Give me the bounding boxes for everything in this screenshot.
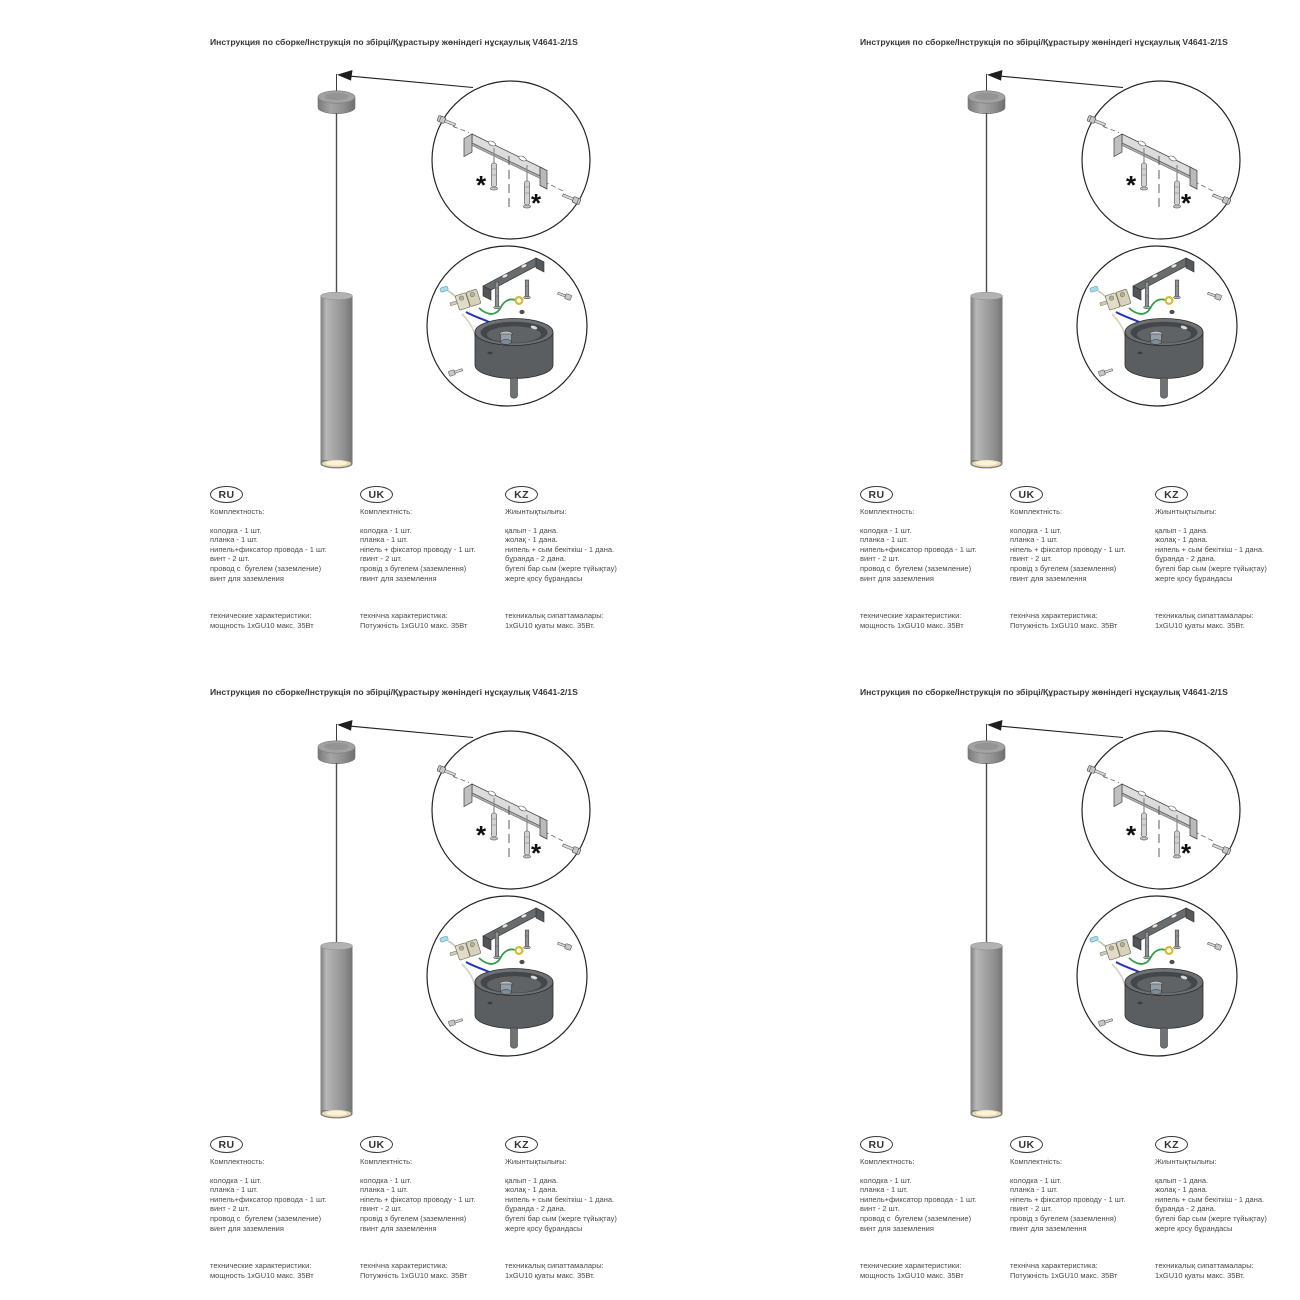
canopy-top-inner [325, 93, 349, 100]
tech-specs [1010, 611, 1118, 631]
language-code: UK [1018, 1139, 1035, 1151]
parts-list [210, 1176, 358, 1234]
tech-specs [1010, 1261, 1118, 1281]
leader-arrow [987, 70, 1123, 88]
parts-item: нипель + сым бекіткіш - 1 дана. [505, 544, 615, 554]
specs-value: Потужність 1xGU10 макс. 35Вт [360, 621, 468, 630]
specs-label: техникалық сипаттамалары: [505, 1261, 604, 1270]
parts-item: бұранда - 2 дана. [1155, 1204, 1216, 1214]
parts-item: бугелі бар сым (жерге түйықтау) [505, 1213, 617, 1223]
tube-top [321, 292, 353, 300]
specs-value: мощность 1xGU10 макс. 35Вт [860, 1271, 964, 1280]
parts-item: жерге қосу бұрандасы [1155, 1223, 1233, 1233]
lang-section-uk [1010, 1136, 1158, 1280]
detail-circle-wiring [1077, 896, 1237, 1056]
parts-item: винт для заземления [860, 1223, 934, 1233]
canopy-top-inner [975, 93, 999, 100]
asterisk-marker: * [531, 838, 542, 868]
parts-item: винт - 2 шт. [860, 554, 900, 564]
language-code: KZ [1164, 1139, 1179, 1151]
parts-item: бұранда - 2 дана. [505, 1204, 566, 1214]
pendant-lamp-figure [968, 74, 1005, 468]
pendant-lamp-figure [318, 724, 355, 1118]
parts-item: қалып - 1 дана. [505, 1175, 559, 1185]
lang-section-uk [360, 1136, 508, 1280]
asterisk-marker: * [1181, 838, 1192, 868]
parts-item: планка - 1 шт. [360, 535, 408, 545]
parts-item: қалып - 1 дана. [505, 525, 559, 535]
tech-specs [860, 611, 964, 631]
parts-item: қалып - 1 дана. [1155, 1175, 1209, 1185]
parts-item: провод с бугелем (заземление) [210, 1213, 322, 1223]
parts-heading: Комплектность: [860, 507, 915, 516]
lamp-tube [971, 296, 1003, 464]
instruction-sheet [650, 650, 1300, 1300]
parts-item: колодка - 1 шт. [360, 1175, 412, 1185]
specs-label: технічна характеристика: [1010, 611, 1098, 620]
parts-list [1010, 1176, 1158, 1234]
parts-item: колодка - 1 шт. [210, 1175, 262, 1185]
cord-stub [511, 1028, 518, 1048]
parts-item: планка - 1 шт. [360, 1185, 408, 1195]
parts-list [360, 526, 508, 584]
canopy-top-inner [975, 743, 999, 750]
parts-item: гвинт - 2 шт. [1010, 1204, 1053, 1214]
nut [1169, 960, 1174, 964]
sheet-title: Инструкция по сборке/Інструкція по збірці/Құрастыру жөніндегі нұсқаулық V4641-2/1S [860, 37, 1228, 47]
specs-label: техникалық сипаттамалары: [505, 611, 604, 620]
parts-heading: Комплектность: [860, 1157, 915, 1166]
specs-value: мощность 1xGU10 макс. 35Вт [210, 1271, 314, 1280]
parts-item: ніпель + фіксатор проводу - 1 шт. [360, 1194, 476, 1204]
parts-item: жерге қосу бұрандасы [505, 1223, 583, 1233]
parts-item: колодка - 1 шт. [860, 525, 912, 535]
leader-arrow [987, 720, 1123, 738]
nut [519, 310, 524, 314]
detail-circle-wiring [1077, 246, 1237, 406]
parts-item: провід з бугелем (заземлення) [1010, 1213, 1117, 1223]
asterisk-marker: * [476, 170, 487, 200]
parts-item: гвинт для заземлення [1010, 1223, 1087, 1233]
parts-item: бугелі бар сым (жерге түйықтау) [1155, 563, 1267, 573]
language-badge-kz [505, 486, 538, 503]
specs-label: технические характеристики: [210, 611, 312, 620]
parts-item: планка - 1 шт. [1010, 535, 1058, 545]
asterisk-marker: * [1126, 170, 1137, 200]
parts-list [1010, 526, 1158, 584]
instruction-sheet [650, 0, 1300, 650]
specs-value: 1xGU10 қуаты макс. 35Вт. [505, 1271, 595, 1280]
parts-item: бұранда - 2 дана. [1155, 554, 1216, 564]
cord-stub [1161, 378, 1168, 398]
parts-item: винт для заземления [210, 1223, 284, 1233]
cup-side-hole [487, 1002, 492, 1005]
detail-circle-mounting [432, 731, 590, 889]
cord-stub [511, 378, 518, 398]
lamp-light-center [976, 461, 997, 466]
lang-section-ru [860, 1136, 1008, 1280]
parts-list [1155, 1176, 1300, 1234]
lamp-light-center [326, 461, 347, 466]
tech-specs [860, 1261, 964, 1281]
parts-item: планка - 1 шт. [860, 1185, 908, 1195]
detail-circle-wiring [427, 896, 587, 1056]
specs-label: технические характеристики: [210, 1261, 312, 1270]
parts-item: планка - 1 шт. [210, 535, 258, 545]
specs-label: технические характеристики: [860, 611, 962, 620]
asterisk-marker: * [531, 188, 542, 218]
language-badge-uk [1010, 1136, 1043, 1153]
asterisk-marker: * [1126, 820, 1137, 850]
specs-label: технические характеристики: [860, 1261, 962, 1270]
specs-value: Потужність 1xGU10 макс. 35Вт [1010, 1271, 1118, 1280]
tube-top [971, 942, 1003, 950]
specs-value: Потужність 1xGU10 макс. 35Вт [1010, 621, 1118, 630]
parts-item: колодка - 1 шт. [1010, 525, 1062, 535]
lamp-tube [971, 946, 1003, 1114]
parts-heading: Жиынтықтылығы: [1155, 1157, 1217, 1166]
lamp-light-center [976, 1111, 997, 1116]
lang-section-kz [1155, 1136, 1300, 1280]
lamp-tube [321, 296, 353, 464]
language-badge-uk [1010, 486, 1043, 503]
detail-circle-mounting [1082, 81, 1240, 239]
parts-list [1155, 526, 1300, 584]
language-code: RU [218, 1139, 235, 1151]
language-badge-uk [360, 486, 393, 503]
parts-heading: Жиынтықтылығы: [505, 1157, 567, 1166]
parts-item: бұранда - 2 дана. [505, 554, 566, 564]
specs-value: мощность 1xGU10 макс. 35Вт [860, 621, 964, 630]
tech-specs [210, 611, 314, 631]
cord-gland-nut [501, 340, 512, 345]
language-code: RU [868, 1139, 885, 1151]
pendant-lamp-figure [318, 74, 355, 468]
parts-heading: Комплектність: [1010, 1157, 1063, 1166]
parts-item: провод с бугелем (заземление) [860, 563, 972, 573]
parts-list [860, 1176, 1008, 1234]
parts-item: қалып - 1 дана. [1155, 525, 1209, 535]
tube-top [971, 292, 1003, 300]
cup-side-hole [1137, 1002, 1142, 1005]
specs-label: технічна характеристика: [360, 611, 448, 620]
parts-item: нипель+фиксатор провода - 1 шт. [860, 544, 977, 554]
language-code: KZ [1164, 489, 1179, 501]
parts-item: планка - 1 шт. [210, 1185, 258, 1195]
tech-specs [1155, 1261, 1254, 1281]
parts-item: жолақ - 1 дана. [505, 1185, 558, 1195]
language-badge-ru [860, 1136, 893, 1153]
parts-heading: Комплектність: [360, 507, 413, 516]
lang-section-kz [1155, 486, 1300, 630]
asterisk-marker: * [1181, 188, 1192, 218]
parts-list [505, 526, 650, 584]
parts-item: провід з бугелем (заземлення) [360, 1213, 467, 1223]
asterisk-marker: * [476, 820, 487, 850]
parts-list [360, 1176, 508, 1234]
specs-value: мощность 1xGU10 макс. 35Вт [210, 621, 314, 630]
leader-arrow [337, 720, 473, 738]
parts-item: винт - 2 шт. [210, 554, 250, 564]
arrowhead [987, 70, 1003, 81]
lang-section-ru [210, 486, 358, 630]
nut [1169, 310, 1174, 314]
language-badge-ru [210, 486, 243, 503]
parts-item: гвинт - 2 шт. [1010, 554, 1053, 564]
parts-item: ніпель + фіксатор проводу - 1 шт. [1010, 544, 1126, 554]
parts-heading: Жиынтықтылығы: [1155, 507, 1217, 516]
arrowhead [337, 720, 353, 731]
parts-item: провод с бугелем (заземление) [210, 563, 322, 573]
tech-specs [360, 1261, 468, 1281]
cup-side-hole [487, 352, 492, 355]
parts-item: провід з бугелем (заземлення) [1010, 563, 1117, 573]
language-badge-ru [860, 486, 893, 503]
leader-arrow [337, 70, 473, 88]
parts-list [210, 526, 358, 584]
nut [519, 960, 524, 964]
tech-specs [210, 1261, 314, 1281]
language-code: UK [368, 489, 385, 501]
tech-specs [1155, 611, 1254, 631]
parts-item: ніпель + фіксатор проводу - 1 шт. [1010, 1194, 1126, 1204]
language-badge-ru [210, 1136, 243, 1153]
parts-item: нипель+фиксатор провода - 1 шт. [210, 544, 327, 554]
parts-heading: Комплектность: [210, 1157, 265, 1166]
parts-item: жерге қосу бұрандасы [1155, 573, 1233, 583]
parts-heading: Комплектность: [210, 507, 265, 516]
lamp-tube [321, 946, 353, 1114]
parts-item: винт для заземления [210, 573, 284, 583]
cord-stub [1161, 1028, 1168, 1048]
parts-item: жерге қосу бұрандасы [505, 573, 583, 583]
specs-label: технічна характеристика: [1010, 1261, 1098, 1270]
tech-specs [360, 611, 468, 631]
cup-side-hole [1137, 352, 1142, 355]
parts-item: жолақ - 1 дана. [1155, 535, 1208, 545]
sheet-title: Инструкция по сборке/Інструкція по збірці/Құрастыру жөніндегі нұсқаулық V4641-2/1S [860, 687, 1228, 697]
parts-item: гвинт - 2 шт. [360, 1204, 403, 1214]
detail-circle-mounting [1082, 731, 1240, 889]
lamp-light-center [326, 1111, 347, 1116]
parts-item: жолақ - 1 дана. [505, 535, 558, 545]
tech-specs [505, 611, 604, 631]
parts-item: гвинт для заземлення [360, 573, 437, 583]
parts-item: планка - 1 шт. [1010, 1185, 1058, 1195]
tech-specs [505, 1261, 604, 1281]
parts-item: жолақ - 1 дана. [1155, 1185, 1208, 1195]
lang-section-kz [505, 1136, 650, 1280]
cord-gland-nut [1151, 990, 1162, 995]
detail-circle-wiring [427, 246, 587, 406]
specs-value: 1xGU10 қуаты макс. 35Вт. [1155, 1271, 1245, 1280]
parts-item: колодка - 1 шт. [860, 1175, 912, 1185]
arrowhead [987, 720, 1003, 731]
parts-item: нипель+фиксатор провода - 1 шт. [860, 1194, 977, 1204]
specs-value: 1xGU10 қуаты макс. 35Вт. [505, 621, 595, 630]
parts-item: гвинт для заземлення [1010, 573, 1087, 583]
pendant-lamp-figure [968, 724, 1005, 1118]
lang-section-uk [1010, 486, 1158, 630]
language-code: RU [218, 489, 235, 501]
parts-item: винт для заземления [860, 573, 934, 583]
parts-item: бугелі бар сым (жерге түйықтау) [1155, 1213, 1267, 1223]
parts-heading: Комплектність: [360, 1157, 413, 1166]
sheet-title: Инструкция по сборке/Інструкція по збірці/Құрастыру жөніндегі нұсқаулық V4641-2/1S [210, 687, 578, 697]
lang-section-kz [505, 486, 650, 630]
language-code: UK [1018, 489, 1035, 501]
specs-label: техникалық сипаттамалары: [1155, 611, 1254, 620]
canopy-top-inner [325, 743, 349, 750]
instruction-sheet [0, 650, 650, 1300]
language-code: KZ [514, 489, 529, 501]
parts-item: бугелі бар сым (жерге түйықтау) [505, 563, 617, 573]
parts-item: нипель + сым бекіткіш - 1 дана. [1155, 544, 1265, 554]
assembly-illustration [850, 710, 1290, 1122]
parts-item: нипель + сым бекіткіш - 1 дана. [1155, 1194, 1265, 1204]
arrowhead [337, 70, 353, 81]
language-code: UK [368, 1139, 385, 1151]
parts-item: нипель + сым бекіткіш - 1 дана. [505, 1194, 615, 1204]
language-badge-kz [505, 1136, 538, 1153]
parts-item: нипель+фиксатор провода - 1 шт. [210, 1194, 327, 1204]
specs-label: технічна характеристика: [360, 1261, 448, 1270]
language-code: KZ [514, 1139, 529, 1151]
parts-item: планка - 1 шт. [860, 535, 908, 545]
assembly-illustration [850, 60, 1290, 472]
sheet-title: Инструкция по сборке/Інструкція по збірці/Құрастыру жөніндегі нұсқаулық V4641-2/1S [210, 37, 578, 47]
language-code: RU [868, 489, 885, 501]
parts-item: винт - 2 шт. [860, 1204, 900, 1214]
lang-section-ru [210, 1136, 358, 1280]
assembly-illustration [200, 60, 640, 472]
parts-heading: Жиынтықтылығы: [505, 507, 567, 516]
parts-item: гвинт - 2 шт. [360, 554, 403, 564]
cord-gland-nut [501, 990, 512, 995]
parts-item: колодка - 1 шт. [360, 525, 412, 535]
parts-item: колодка - 1 шт. [1010, 1175, 1062, 1185]
parts-item: колодка - 1 шт. [210, 525, 262, 535]
parts-list [505, 1176, 650, 1234]
instruction-sheet [0, 0, 650, 650]
lang-section-uk [360, 486, 508, 630]
parts-list [860, 526, 1008, 584]
specs-label: техникалық сипаттамалары: [1155, 1261, 1254, 1270]
lang-section-ru [860, 486, 1008, 630]
parts-item: гвинт для заземлення [360, 1223, 437, 1233]
specs-value: Потужність 1xGU10 макс. 35Вт [360, 1271, 468, 1280]
tube-top [321, 942, 353, 950]
detail-circle-mounting [432, 81, 590, 239]
specs-value: 1xGU10 қуаты макс. 35Вт. [1155, 621, 1245, 630]
cord-gland-nut [1151, 340, 1162, 345]
parts-item: ніпель + фіксатор проводу - 1 шт. [360, 544, 476, 554]
language-badge-uk [360, 1136, 393, 1153]
parts-item: винт - 2 шт. [210, 1204, 250, 1214]
assembly-illustration [200, 710, 640, 1122]
parts-item: провод с бугелем (заземление) [860, 1213, 972, 1223]
parts-heading: Комплектність: [1010, 507, 1063, 516]
language-badge-kz [1155, 486, 1188, 503]
parts-item: провід з бугелем (заземлення) [360, 563, 467, 573]
language-badge-kz [1155, 1136, 1188, 1153]
